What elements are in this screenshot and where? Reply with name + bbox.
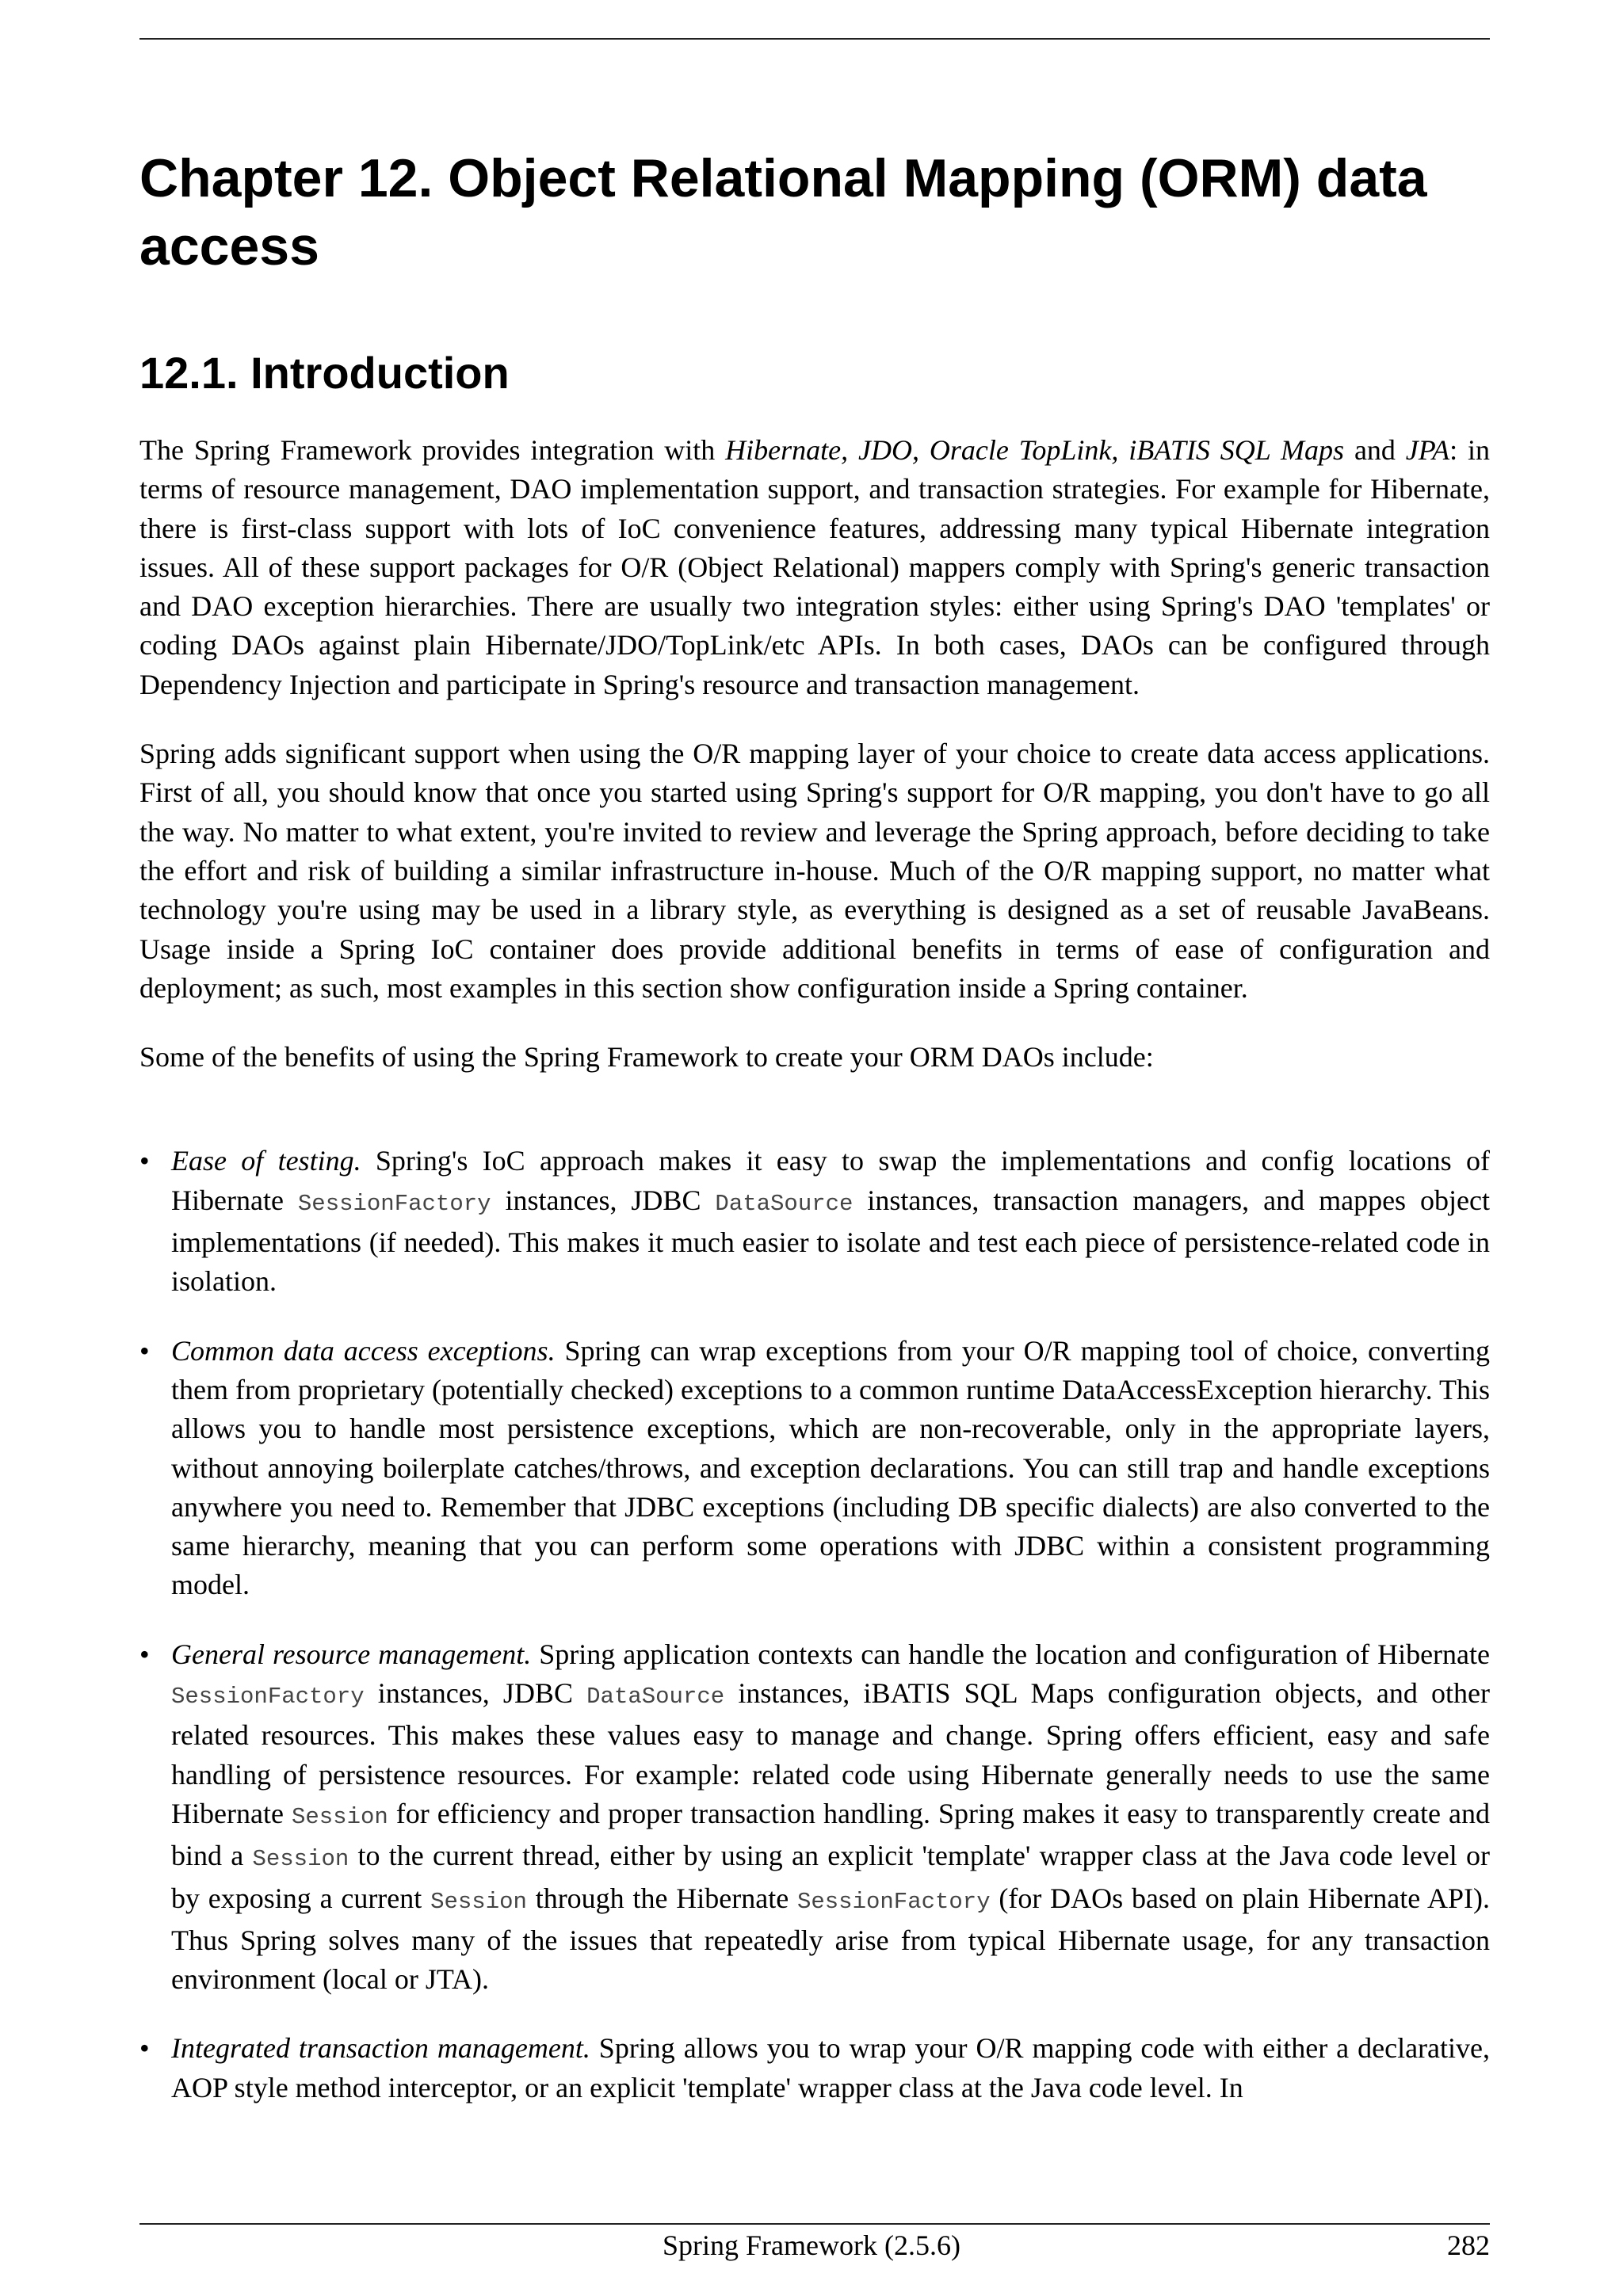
benefits-list	[139, 1142, 1490, 2107]
header-rule	[139, 38, 1490, 40]
bullet-icon: •	[139, 1145, 150, 1177]
footer-title: Spring Framework (2.5.6)	[663, 2229, 960, 2261]
intro-paragraph-1: The Spring Framework provides integration with Hibernate, JDO, Oracle TopLink, iBATIS SQL Maps and JPA: in terms of resource management, DAO implementation support, and transaction strategies. For example for Hibernate, there is first-class support with lots of IoC convenience features, addressing many typical Hibernate integration issues. All of these support packages for O/R (Object Relational) mappers comply with Spring's generic transaction and DAO exception hierarchies. There are usually two integration styles: either using Spring's DAO 'templates' or coding DAOs against plain Hibernate/JDO/TopLink/etc APIs. In both cases, DAOs can be configured through Dependency Injection and participate in Spring's resource and transaction management.	[139, 434, 1491, 700]
intro-paragraph-3: Some of the benefits of using the Spring Framework to create your ORM DAOs include:	[139, 1041, 1154, 1074]
bullet-icon: •	[139, 1638, 150, 1670]
bullet-icon: •	[139, 2032, 150, 2065]
chapter-title: Chapter 12. Object Relational Mapping (ORM) data access	[139, 148, 1427, 277]
list-item-ease-of-testing: • Ease of testing. Spring's IoC approach makes it easy to swap the implementations and config locations of Hibernate SessionFactory instances, JDBC DataSource instances, transaction managers, and mappes object implementations (if needed). This makes it much easier to isolate and test each piece of persistence-related code in isolation.	[139, 1142, 1490, 1301]
list-item-resource-management: • General resource management. Spring application contexts can handle the location and configuration of Hibernate SessionFactory instances, JDBC DataSource instances, iBATIS SQL Maps configuration objects, and other related resources. This makes these values easy to manage and change. Spring offers efficient, easy and safe handling of persistence resources. For example: related code using Hibernate generally needs to use the same Hibernate Session for efficiency and proper transaction handling. Spring makes it easy to transparently create and bind a Session to the current thread, either by using an explicit 'template' wrapper class at the Java code level or by exposing a current Session through the Hibernate SessionFactory (for DAOs based on plain Hibernate API). Thus Spring solves many of the issues that repeatedly arise from typical Hibernate usage, for any transaction environment (local or JTA).	[139, 1635, 1490, 2000]
section-title: 12.1. Introduction	[139, 348, 510, 398]
page-number: 282	[1447, 2229, 1490, 2261]
intro-paragraph-2: Spring adds significant support when using the O/R mapping layer of your choice to create data access applications. First of all, you should know that once you started using Spring's support for O/R mapping, you don't have to go all the way. No matter to what extent, you're invited to review and leverage the Spring approach, before deciding to take the effort and risk of building a similar infrastructure in-house. Much of the O/R mapping support, no matter what technology you're using may be used in a library style, as everything is designed as a set of reusable JavaBeans. Usage inside a Spring IoC container does provide additional benefits in terms of ease of configuration and deployment; as such, most examples in this section show configuration inside a Spring container.	[139, 738, 1490, 1004]
list-item-common-exceptions: • Common data access exceptions. Spring can wrap exceptions from your O/R mapping tool of choice, converting them from proprietary (potentially checked) exceptions to a common runtime DataAccessException hierarchy. This allows you to handle most persistence exceptions, which are non-recoverable, only in the appropriate layers, without annoying boilerplate catches/throws, and exception declarations. You can still trap and handle exceptions anywhere you need to. Remember that JDBC exceptions (including DB specific dialects) are also converted to the same hierarchy, meaning that you can perform some operations with JDBC within a consistent programming model.	[139, 1332, 1490, 1605]
bullet-icon: •	[139, 1334, 150, 1367]
page-content	[139, 135, 1490, 2138]
footer-rule	[139, 2223, 1490, 2225]
list-item-transaction-management: • Integrated transaction management. Spring allows you to wrap your O/R mapping code with either a declarative, AOP style method interceptor, or an explicit 'template' wrapper class at the Java code level. In	[139, 2029, 1490, 2107]
